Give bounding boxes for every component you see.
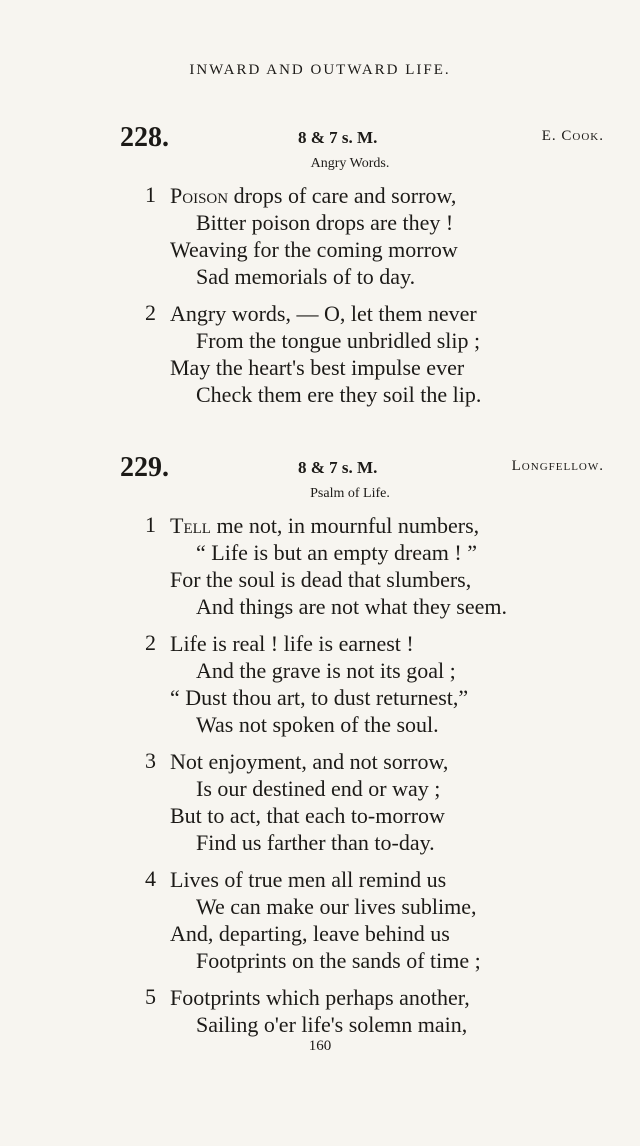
- stanza: [0, 512, 640, 620]
- verse-number: 3: [145, 748, 156, 773]
- verse-line: Bitter poison drops are they !: [196, 210, 454, 235]
- verse-line: Footprints which perhaps another,: [170, 985, 470, 1010]
- page-number: 160: [308, 1038, 332, 1054]
- hymn-meter: 8 & 7 s. M.: [298, 458, 378, 477]
- verse-number: 1: [145, 182, 156, 207]
- verse-line: [0, 512, 640, 539]
- hymn-number: 228.: [120, 122, 169, 153]
- verse-line: And the grave is not its goal ;: [196, 658, 456, 683]
- hymn-229: [0, 452, 640, 1048]
- hymn-subtitle: Psalm of Life.: [310, 486, 390, 501]
- hymn-number: 229.: [120, 452, 169, 483]
- verse-line: Lives of true men all remind us: [170, 867, 447, 892]
- stanza: [0, 630, 640, 738]
- verse-line-text: drops of care and sorrow,: [233, 183, 457, 208]
- first-word: Tell: [170, 513, 211, 538]
- verse-line: Check them ere they soil the lip.: [196, 382, 482, 407]
- verse-line: From the tongue unbridled slip ;: [196, 328, 481, 353]
- verse-line: Life is real ! life is earnest !: [170, 631, 414, 656]
- verse-number: 4: [145, 866, 156, 891]
- verse-line: Weaving for the coming morrow: [170, 237, 458, 262]
- hymn-subtitle: Angry Words.: [310, 156, 390, 171]
- verse-line: Angry words, — O, let them never: [170, 301, 477, 326]
- hymn-author: E. Cook.: [541, 128, 604, 144]
- verse-number: 1: [145, 512, 156, 537]
- stanza: [0, 748, 640, 856]
- first-word: Poison: [170, 183, 229, 208]
- verse-line: Was not spoken of the soul.: [196, 712, 439, 737]
- verse-line: And, departing, leave behind us: [170, 921, 450, 946]
- stanza: [0, 984, 640, 1038]
- verse-line: [0, 182, 640, 209]
- stanza: [0, 182, 640, 290]
- verse-line: And things are not what they seem.: [196, 594, 507, 619]
- hymn-header: [0, 452, 640, 486]
- verse-line: For the soul is dead that slumbers,: [170, 567, 472, 592]
- verse-line: We can make our lives sublime,: [196, 894, 477, 919]
- hymn-header: [0, 122, 640, 156]
- hymn-228: [0, 122, 640, 418]
- verse-line: Sailing o'er life's solemn main,: [196, 1012, 468, 1037]
- verse-line: But to act, that each to-morrow: [170, 803, 445, 828]
- stanza: [0, 866, 640, 974]
- verse-line: Footprints on the sands of time ;: [196, 948, 481, 973]
- verse-line: Not enjoyment, and not sorrow,: [170, 749, 449, 774]
- stanza: [0, 300, 640, 408]
- verse-line: “ Dust thou art, to dust returnest,”: [170, 685, 469, 710]
- hymn-author: Longfellow.: [511, 458, 604, 474]
- verse-number: 5: [145, 984, 156, 1009]
- verse-number: 2: [145, 630, 156, 655]
- running-head: INWARD AND OUTWARD LIFE.: [189, 62, 451, 78]
- verse-number: 2: [145, 300, 156, 325]
- verse-line: “ Life is but an empty dream ! ”: [196, 540, 478, 565]
- verse-line: Find us farther than to-day.: [196, 830, 435, 855]
- verse-line: Sad memorials of to day.: [196, 264, 416, 289]
- hymn-meter: 8 & 7 s. M.: [298, 128, 378, 147]
- verse-line-text: me not, in mournful numbers,: [216, 513, 480, 538]
- verse-line: Is our destined end or way ;: [196, 776, 441, 801]
- verse-line: May the heart's best impulse ever: [170, 355, 465, 380]
